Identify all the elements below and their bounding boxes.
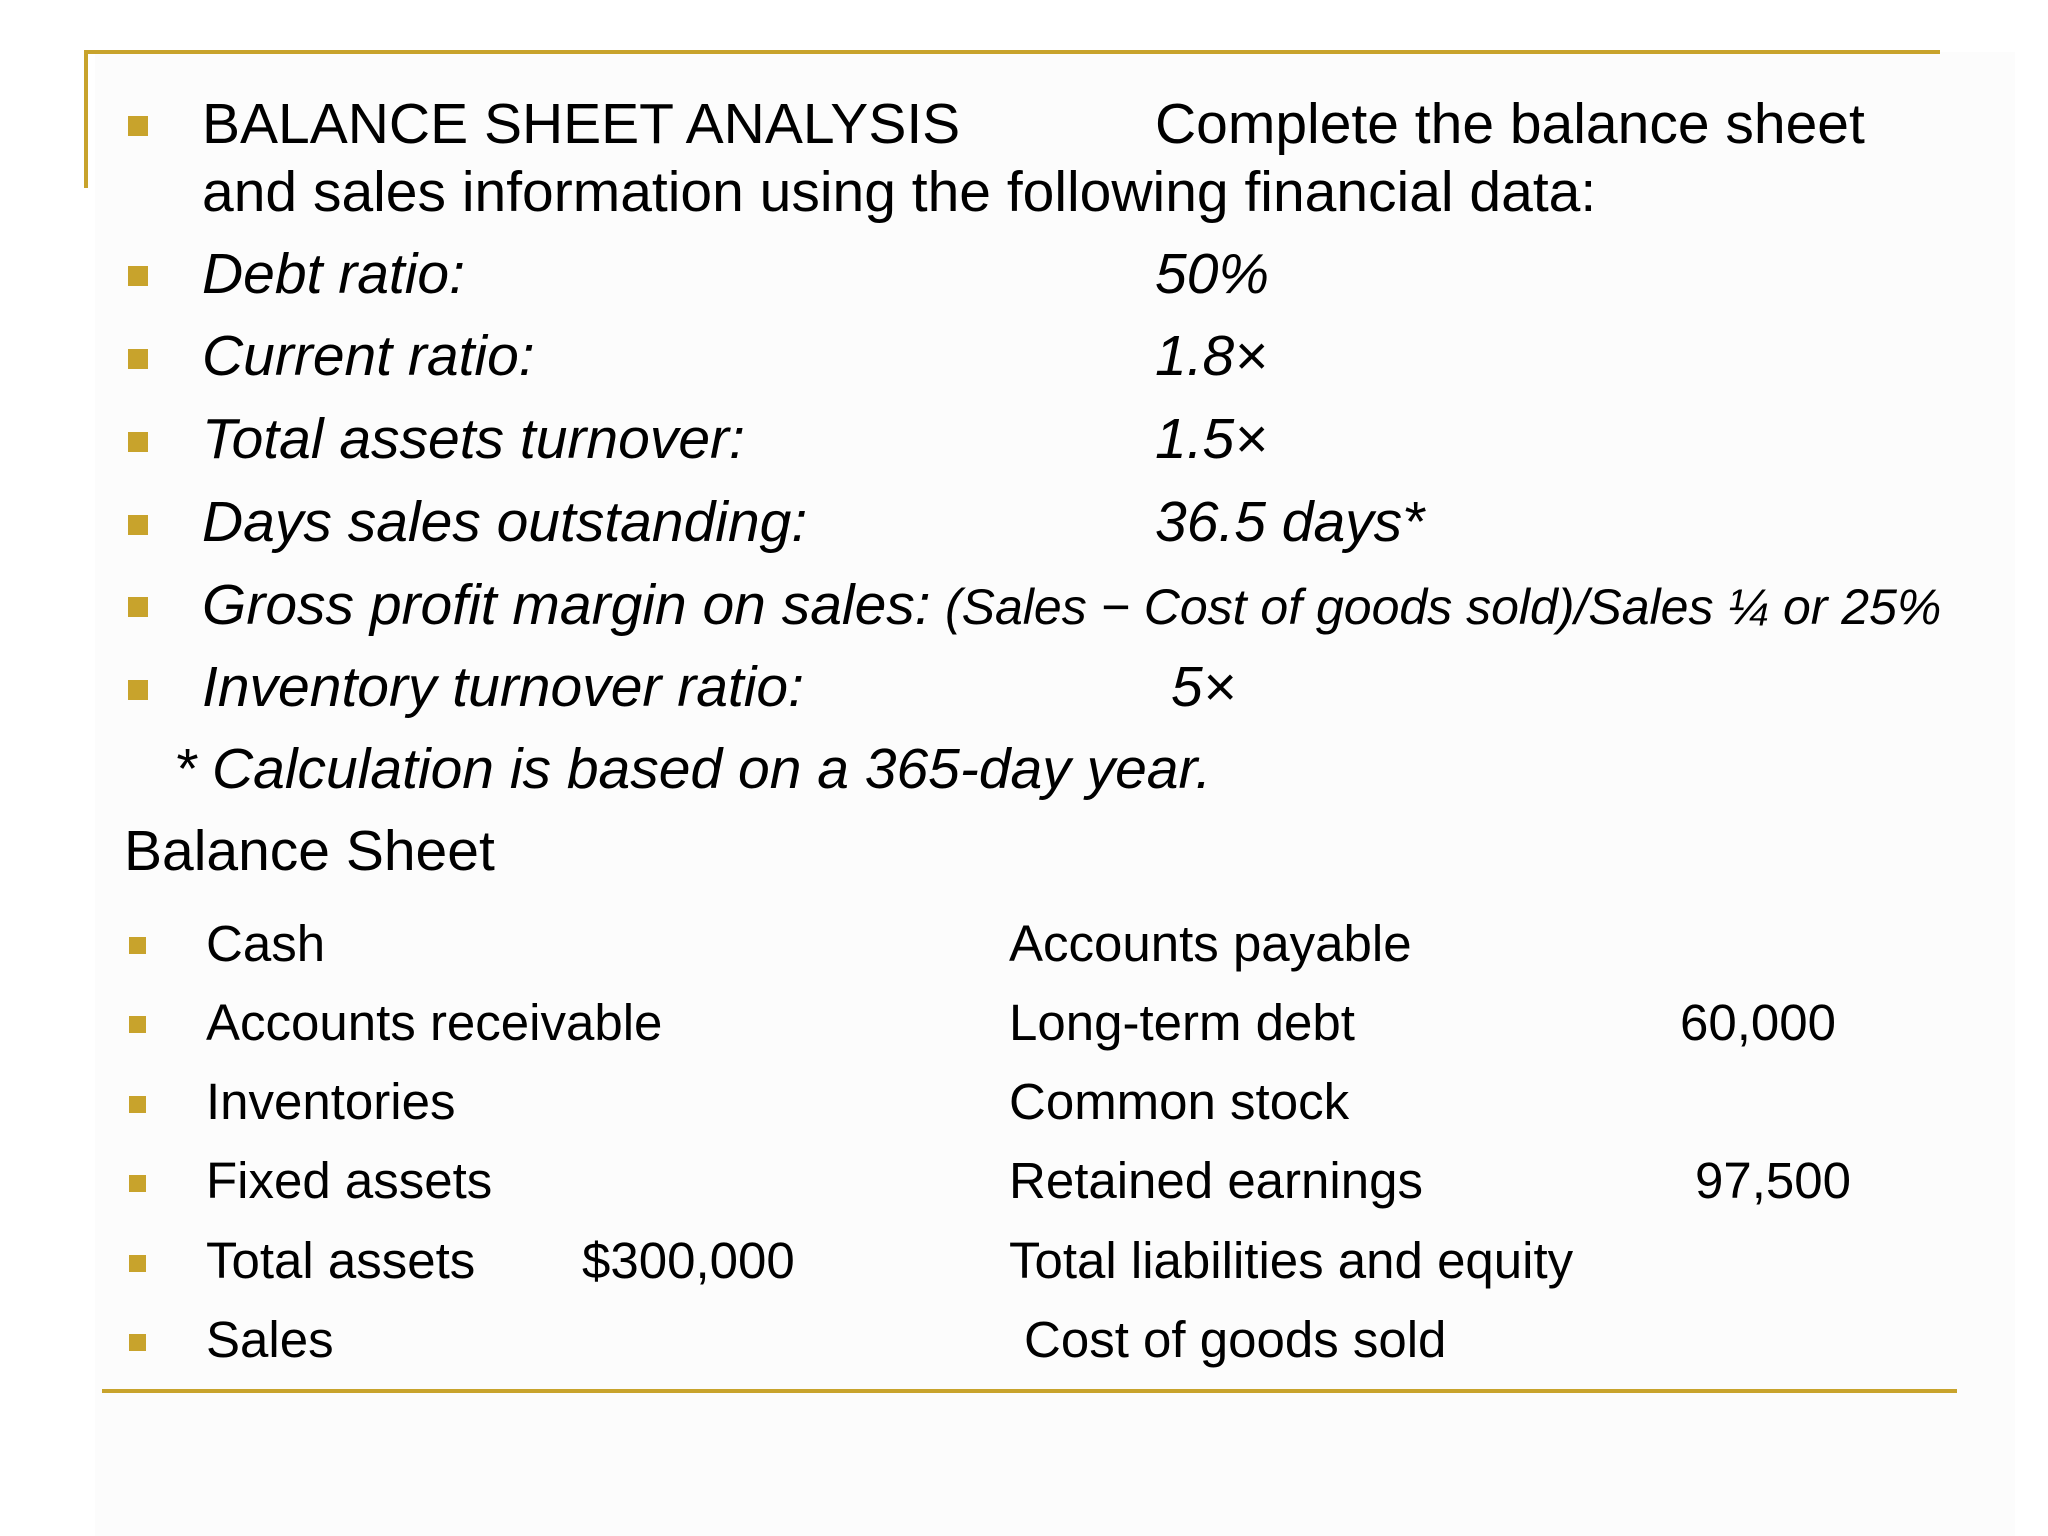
bullet-icon bbox=[129, 1175, 146, 1192]
ratio-label-total-assets-turnover: Total assets turnover: bbox=[202, 407, 745, 471]
ratio-label-gross-margin: Gross profit margin on sales: bbox=[202, 573, 931, 637]
bs-right-label-common-stock: Common stock bbox=[1009, 1073, 1350, 1130]
balance-sheet-heading: Balance Sheet bbox=[124, 819, 495, 883]
bullet-icon bbox=[128, 266, 148, 286]
bullet-icon bbox=[129, 1016, 146, 1033]
bs-right-label-total-liabilities-equity: Total liabilities and equity bbox=[1009, 1232, 1574, 1289]
bs-right-value-retained-earnings: 97,500 bbox=[1695, 1152, 1851, 1209]
bullet-icon bbox=[129, 1334, 146, 1351]
bs-left-value-total-assets: $300,000 bbox=[582, 1232, 795, 1289]
bullet-icon bbox=[128, 349, 148, 369]
ratio-value-days-sales: 36.5 days* bbox=[1155, 490, 1425, 554]
ratio-value-inventory-turnover: 5× bbox=[1171, 655, 1236, 719]
ratio-value-gross-margin: (Sales − Cost of goods sold)/Sales ¼ or 25% bbox=[945, 579, 1942, 635]
ratio-label-current: Current ratio: bbox=[202, 324, 535, 388]
bullet-icon bbox=[128, 515, 148, 535]
footnote: * Calculation is based on a 365-day year. bbox=[174, 737, 1212, 801]
bullet-icon bbox=[129, 1255, 146, 1272]
bs-left-label-accounts-receivable: Accounts receivable bbox=[206, 994, 663, 1051]
bottom-rule bbox=[102, 1389, 1957, 1393]
ratio-value-debt: 50% bbox=[1155, 242, 1270, 306]
bs-left-label-cash: Cash bbox=[206, 915, 326, 972]
bs-left-label-inventories: Inventories bbox=[206, 1073, 456, 1130]
left-rule bbox=[84, 50, 88, 188]
bullet-icon bbox=[128, 432, 148, 452]
bullet-icon bbox=[128, 680, 148, 700]
ratio-label-days-sales: Days sales outstanding: bbox=[202, 490, 808, 554]
bs-left-label-sales: Sales bbox=[206, 1311, 334, 1368]
ratio-label-debt: Debt ratio: bbox=[202, 242, 465, 306]
bullet-icon bbox=[128, 116, 148, 136]
bs-right-label-retained-earnings: Retained earnings bbox=[1009, 1152, 1423, 1209]
bs-right-label-accounts-payable: Accounts payable bbox=[1009, 915, 1412, 972]
bs-left-label-fixed-assets: Fixed assets bbox=[206, 1152, 493, 1209]
slide-title: BALANCE SHEET ANALYSIS bbox=[202, 92, 961, 156]
bullet-icon bbox=[129, 937, 146, 954]
top-rule bbox=[84, 50, 1940, 54]
bullet-icon bbox=[129, 1096, 146, 1113]
ratio-value-current: 1.8× bbox=[1155, 324, 1268, 388]
bs-left-label-total-assets: Total assets bbox=[206, 1232, 476, 1289]
bs-right-value-long-term-debt: 60,000 bbox=[1680, 994, 1836, 1051]
bs-right-label-cost-of-goods-sold: Cost of goods sold bbox=[1024, 1311, 1447, 1368]
instruction-text-continued: and sales information using the following financial data: bbox=[202, 160, 1597, 224]
bs-right-label-long-term-debt: Long-term debt bbox=[1009, 994, 1355, 1051]
instruction-text: Complete the balance sheet bbox=[1155, 92, 1865, 156]
bullet-icon bbox=[128, 597, 148, 617]
ratio-value-total-assets-turnover: 1.5× bbox=[1155, 407, 1268, 471]
ratio-label-inventory-turnover: Inventory turnover ratio: bbox=[202, 655, 804, 719]
